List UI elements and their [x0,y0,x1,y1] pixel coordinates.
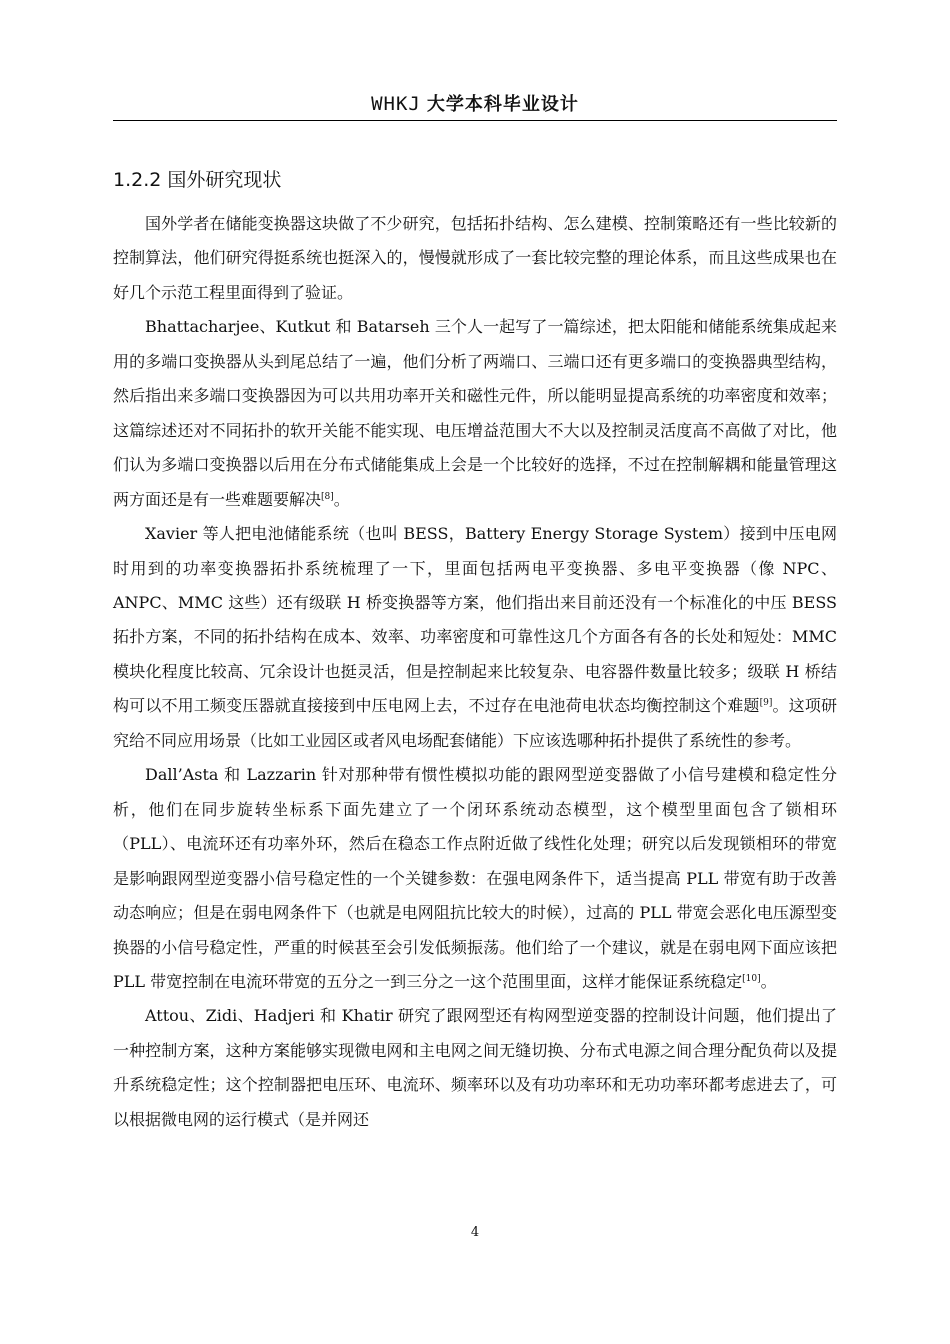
paragraph-4 [113,758,837,999]
paragraph-3-tail: 。这项研究给不同应用场景（比如工业园区或者风电场配套储能）下应该选哪种拓扑提供了系统性的参考。 [113,696,837,750]
paragraph-3 [113,517,837,758]
paragraph-2 [113,310,837,517]
page-number: 4 [470,1225,480,1240]
page-header [113,88,837,120]
body-text [113,207,837,1137]
paragraph-5-text: Attou、Zidi、Hadjeri 和 Khatir 研究了跟网型还有构网型逆变器的控制设计问题，他们提出了一种控制方案，这种方案能够实现微电网和主电网之间无缝切换、分布式电源之间合理分配负荷以及提升系统稳定性；这个控制器把电压环、电流环、频率环以及有功功率环和无功功率环都考虑进去了，可以根据微电网的运行模式（是并网还 [113,1006,837,1129]
header-title: 大学本科毕业设计 [426,94,579,115]
section-heading: 1.2.2 国外研究现状 [113,169,282,191]
paragraph-2-tail: 。 [333,489,350,509]
paragraph-2-text: Bhattacharjee、Kutkut 和 Batarseh 三个人一起写了一篇综述，把太阳能和储能系统集成起来用的多端口变换器从头到尾总结了一遍，他们分析了两端口、三端口还有更多端口的变换器典型结构，然后指出来多端口变换器因为可以共用功率开关和磁性元件，所以能明显提高系统的功率密度和效率；这篇综述还对不同拓扑的软开关能不能实现、电压增益范围大不大以及控制灵活度高不高做了对比，他们认为多端口变换器以后用在分布式储能集成上会是一个比较好的选择，不过在控制解耦和能量管理这两方面还是有一些难题要解决 [113,317,837,509]
header-rule [113,120,837,121]
paragraph-4-text: Dall’Asta 和 Lazzarin 针对那种带有惯性模拟功能的跟网型逆变器做了小信号建模和稳定性分析，他们在同步旋转坐标系下面先建立了一个闭环系统动态模型，这个模型里面包含了锁相环（PLL）、电流环还有功率外环，然后在稳态工作点附近做了线性化处理；研究以后发现锁相环的带宽是影响跟网型逆变器小信号稳定性的一个关键参数：在强电网条件下，适当提高 PLL 带宽有助于改善动态响应；但是在弱电网条件下（也就是电网阻抗比较大的时候），过高的 PLL 带宽会恶化电压源型变换器的小信号稳定性，严重的时候甚至会引发低频振荡。他们给了一个建议，就是在弱电网下面应该把 PLL 带宽控制在电流环带宽的五分之一到三分之一这个范围里面，这样才能保证系统稳定 [113,765,837,991]
paragraph-1-text: 国外学者在储能变换器这块做了不少研究，包括拓扑结构、怎么建模、控制策略还有一些比较新的控制算法，他们研究得挺系统也挺深入的，慢慢就形成了一套比较完整的理论体系，而且这些成果也在好几个示范工程里面得到了验证。 [113,214,837,302]
paragraph-3-text: Xavier 等人把电池储能系统（也叫 BESS，Battery Energy Storage System）接到中压电网时用到的功率变换器拓扑系统梳理了一下，里面包括两电平变换器、多电平变换器（像 NPC、ANPC、MMC 这些）还有级联 H 桥变换器等方案，他们指出来目前还没有一个标准化的中压 BESS 拓扑方案，不同的拓扑结构在成本、效率、功率密度和可靠性这几个方面各有各的长处和短处：MMC 模块化程度比较高、冗余设计也挺灵活，但是控制起来比较复杂、电容器件数量比较多；级联 H 桥结构可以不用工频变压器就直接接到中压电网上去，不过存在电池荷电状态均衡控制这个难题 [113,524,837,716]
header-school-name: WHKJ [371,93,421,115]
citation-ref-8: [8] [321,491,334,502]
paragraph-1 [113,207,837,310]
citation-ref-9: [9] [759,698,773,709]
paragraph-5 [113,999,837,1137]
citation-ref-10: [10] [742,973,761,984]
paragraph-4-tail: 。 [760,971,777,991]
